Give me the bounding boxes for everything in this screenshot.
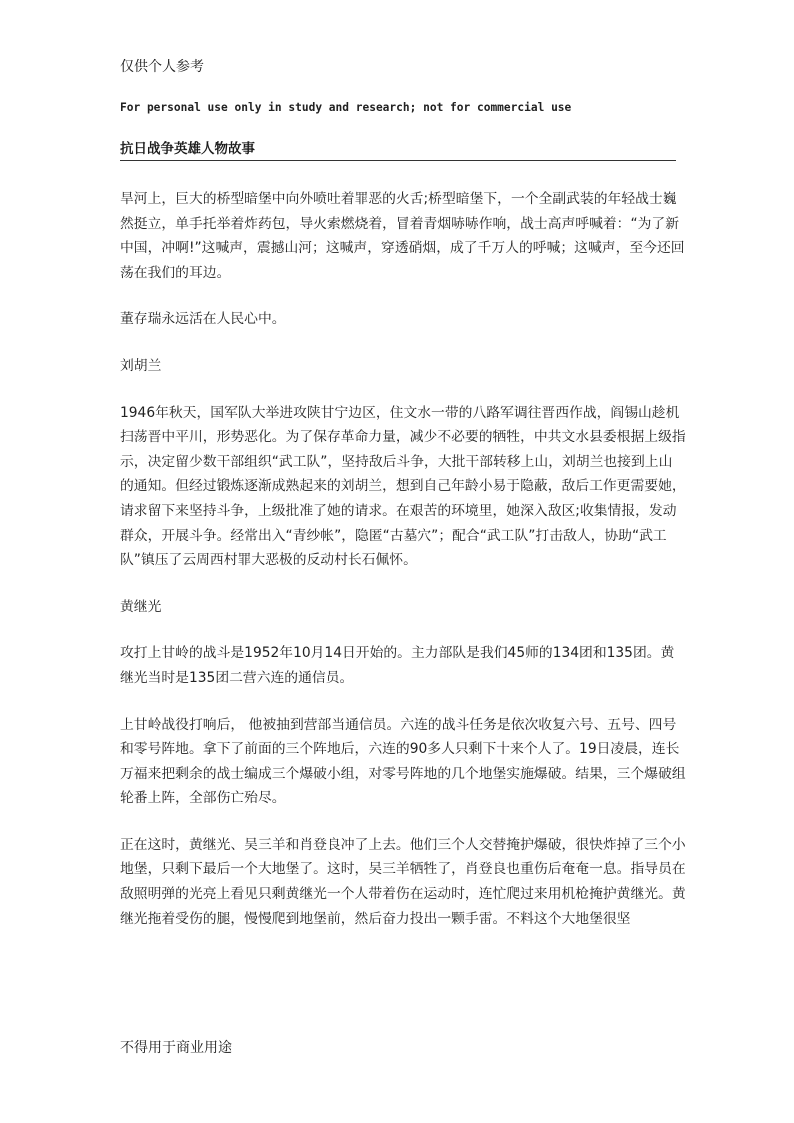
paragraph-liu-hulan-story: 1946年秋天，国军队大举进攻陕甘宁边区，住文水一带的八路军调往晋西作战，阎锡山趁机扫荡晋中平川，形势恶化。为了保存革命力量，减少不必要的牺牲，中共文水县委根据上级指示，决定留少数干部组织“武工队”，坚持敌后斗争，大批干部转移上山，刘胡兰也接到上山的通知。但经过锻炼逐渐成熟起来的刘胡兰，想到自己年龄小易于隐蔽，敌后工作更需要她，请求留下来坚持斗争，上级批准了她的请求。在艰苦的环境里，她深入敌区;收集情报，发动群众，开展斗争。经常出入“青纱帐”，隐匿“古墓穴”；配合“武工队”打击敌人，协助“武工队”镇压了云周西村罪大恶极的反动村长石佩怀。 <box>120 404 686 569</box>
header-note: 仅供个人参考 <box>120 59 204 75</box>
document-body <box>120 187 686 953</box>
paragraph-dong-cunrui-closing: 董存瑞永远活在人民心中。 <box>120 311 286 328</box>
document-title: 抗日战争英雄人物故事 <box>120 140 676 161</box>
english-disclaimer: For personal use only in study and research; not for commercial use <box>120 101 572 114</box>
paragraph-dong-cunrui-story: 旱河上，巨大的桥型暗堡中向外喷吐着罪恶的火舌;桥型暗堡下，一个全副武装的年轻战士巍然挺立，单手托举着炸药包，导火索燃烧着，冒着青烟哧哧作响，战士高声呼喊着：“为了新中国，冲啊!”这喊声，震撼山河；这喊声，穿透硝烟，成了千万人的呼喊；这喊声，至今还回荡在我们的耳边。 <box>120 191 685 281</box>
paragraph-huang-jiguang-assault: 正在这时，黄继光、吴三羊和肖登良冲了上去。他们三个人交替掩护爆破，很快炸掉了三个小地堡，只剩下最后一个大地堡了。这时，吴三羊牺牲了，肖登良也重伤后奄奄一息。指导员在敌照明弹的光亮上看见只剩黄继光一个人带着伤在运动时，连忙爬过来用机枪掩护黄继光。黄继光拖着受伤的腿，慢慢爬到地堡前，然后奋力投出一颗手雷。不料这个大地堡很坚 <box>120 836 686 927</box>
section-heading-huang-jiguang: 黄继光 <box>120 598 162 615</box>
paragraph-huang-jiguang-battle: 上甘岭战役打响后， 他被抽到营部当通信员。六连的战斗任务是依次收复六号、五号、四号和零号阵地。拿下了前面的三个阵地后，六连的90多人只剩下十来个人了。19日凌晨，连长万福来把剩余的战士编成三个爆破小组，对零号阵地的几个地堡实施爆破。结果，三个爆破组轮番上阵，全部伤亡殆尽。 <box>120 716 686 807</box>
section-heading-liu-hulan: 刘胡兰 <box>120 357 162 374</box>
footer-note: 不得用于商业用途 <box>120 1040 232 1056</box>
paragraph-huang-jiguang-intro: 攻打上甘岭的战斗是1952年10月14日开始的。主力部队是我们45师的134团和135团。黄继光当时是135团二营六连的通信员。 <box>120 645 675 686</box>
